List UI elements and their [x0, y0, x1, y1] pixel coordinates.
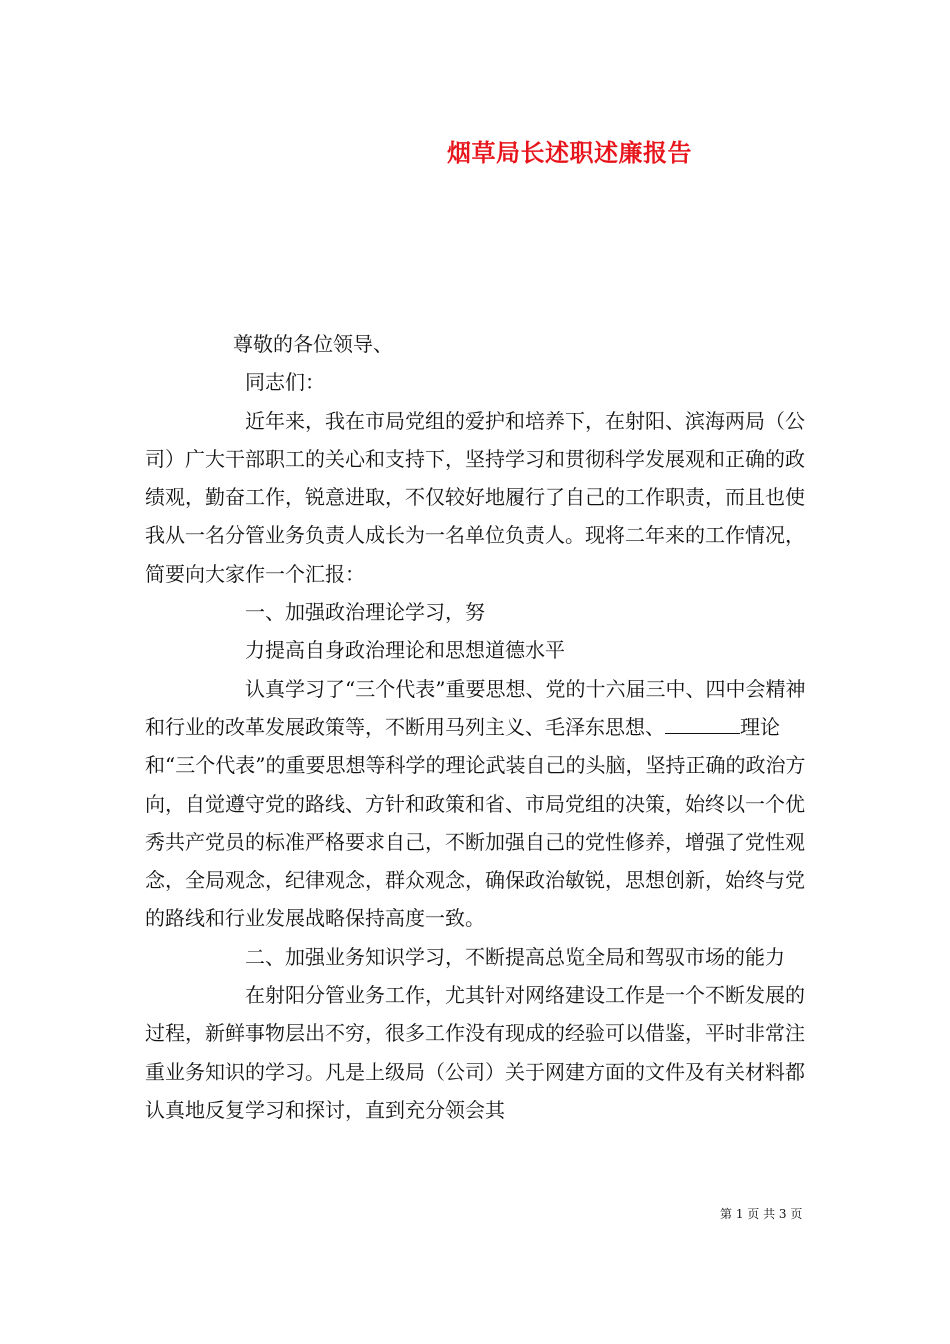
- section-1-paragraph: [145, 670, 810, 938]
- page-number: 第 1 页 共 3 页: [720, 1207, 803, 1221]
- document-title: 烟草局长述职述廉报告: [447, 138, 692, 167]
- salutation-line-1: 尊敬的各位领导、: [233, 332, 393, 356]
- section-heading-1-line-2: 力提高自身政治理论和思想道德水平: [245, 638, 565, 663]
- section-heading-2: 二、加强业务知识学习，不断提高总览全局和驾驭市场的能力: [245, 944, 785, 969]
- salutation-line-2: 同志们：: [245, 370, 325, 395]
- section-1-paragraph-part-1: 认真学习了“三个代表”重要思想、党的十六届三中、四中会精神和行业的改革发展政策等，不断用马列主义、毛泽东思想、: [145, 676, 806, 739]
- section-heading-1-line-1: 一、加强政治理论学习，努: [245, 600, 485, 625]
- section-1-paragraph-part-2: 理论和“三个代表”的重要思想等科学的理论武装自己的头脑，坚持正确的政治方向，自觉遵守党的路线、方针和政策和省、市局党组的决策，始终以一个优秀共产党员的标准严格要求自己，不断加强自己的党性修养，增强了党性观念，全局观念，纪律观念，群众观念，确保政治敏锐，思想创新，始终与党的路线和行业发展战略保持高度一致。: [145, 714, 806, 931]
- intro-paragraph: 近年来，我在市局党组的爱护和培养下，在射阳、滨海两局（公司）广大干部职工的关心和支持下，坚持学习和贯彻科学发展观和正确的政绩观，勤奋工作，锐意进取，不仅较好地履行了自己的工作职责，而且也使我从一名分管业务负责人成长为一名单位负责人。现将二年来的工作情况，简要向大家作一个汇报：: [145, 408, 805, 586]
- document-body: [145, 325, 810, 1129]
- blank-underline: [665, 711, 740, 734]
- section-2-paragraph: 在射阳分管业务工作，尤其针对网络建设工作是一个不断发展的过程，新鲜事物层出不穷，很多工作没有现成的经验可以借鉴，平时非常注重业务知识的学习。凡是上级局（公司）关于网建方面的文件及有关材料都认真地反复学习和探讨，直到充分领会其: [145, 983, 805, 1122]
